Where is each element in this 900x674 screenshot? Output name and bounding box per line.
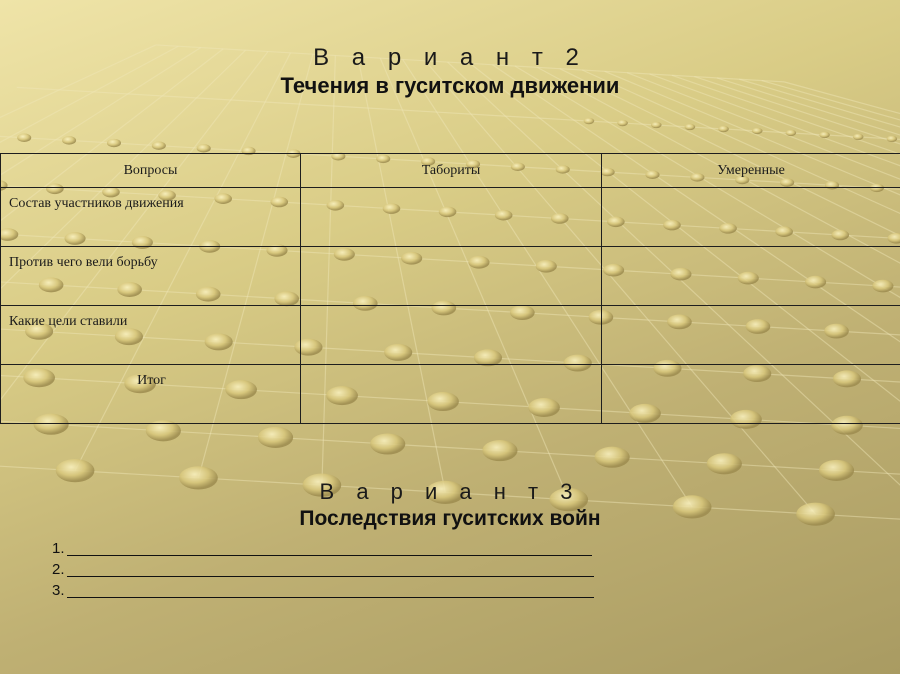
answer-line[interactable] [67, 540, 592, 556]
list-item-number: 2. [52, 561, 65, 578]
column-header-moderates: Умеренные [602, 154, 900, 188]
answer-line[interactable] [67, 582, 594, 598]
moderates-answer-cell[interactable] [602, 365, 900, 424]
variant3-label: В а р и а н т 3 [319, 479, 581, 504]
answer-line[interactable] [67, 561, 594, 577]
taborites-answer-cell[interactable] [301, 365, 602, 424]
moderates-answer-cell[interactable] [602, 188, 900, 247]
question-cell: Против чего вели борьбу [1, 247, 301, 306]
moderates-answer-cell[interactable] [602, 247, 900, 306]
table-row [1, 306, 900, 365]
question-cell: Итог [1, 365, 301, 424]
moderates-answer-cell[interactable] [602, 306, 900, 365]
list-item-number: 1. [52, 540, 65, 557]
table-row [1, 365, 900, 424]
table-row [1, 247, 900, 306]
comparison-table [0, 153, 900, 424]
list-item [52, 580, 594, 601]
taborites-answer-cell[interactable] [301, 188, 602, 247]
column-header-taborites: Табориты [301, 154, 602, 188]
list-item-number: 3. [52, 582, 65, 599]
consequences-list [52, 538, 594, 601]
variant2-label: В а р и а н т 2 [313, 44, 587, 71]
table-row [1, 188, 900, 247]
table-header-row [1, 154, 900, 188]
variant2-heading [0, 44, 900, 100]
taborites-answer-cell[interactable] [301, 306, 602, 365]
variant2-title: Течения в гуситском движении [280, 73, 620, 98]
list-item [52, 559, 594, 580]
taborites-answer-cell[interactable] [301, 247, 602, 306]
variant3-heading [0, 479, 900, 533]
question-cell: Какие цели ставили [1, 306, 301, 365]
list-item [52, 538, 594, 559]
column-header-questions: Вопросы [1, 154, 301, 188]
variant3-title: Последствия гуситских войн [299, 507, 601, 530]
question-cell: Состав участников движения [1, 188, 301, 247]
